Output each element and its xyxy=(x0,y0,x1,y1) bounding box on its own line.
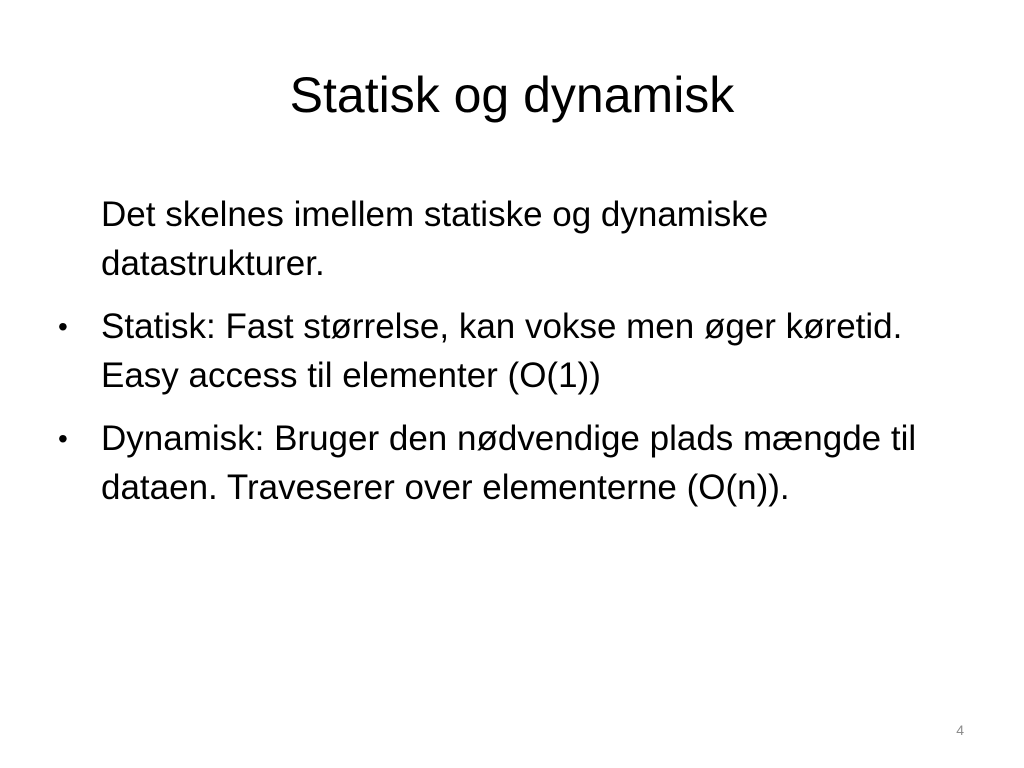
bullet-marker: • xyxy=(58,423,68,454)
paragraph-text: Det skelnes imellem statiske og dynamiske datastrukturer. xyxy=(101,195,769,283)
intro-paragraph xyxy=(56,190,936,288)
slide-number: 4 xyxy=(956,722,964,738)
slide-body xyxy=(56,190,936,526)
bullet-text: Dynamisk: Bruger den nødvendige plads mængde til dataen. Traveserer over elementerne (O(n)). xyxy=(101,419,917,507)
bullet-text: Statisk: Fast størrelse, kan vokse men øger køretid. Easy access til elementer (O(1)) xyxy=(101,307,903,395)
bullet-marker: • xyxy=(58,311,68,342)
bullet-item-dynamisk xyxy=(56,414,936,512)
slide-title: Statisk og dynamisk xyxy=(289,67,735,123)
bullet-item-statisk xyxy=(56,302,936,400)
